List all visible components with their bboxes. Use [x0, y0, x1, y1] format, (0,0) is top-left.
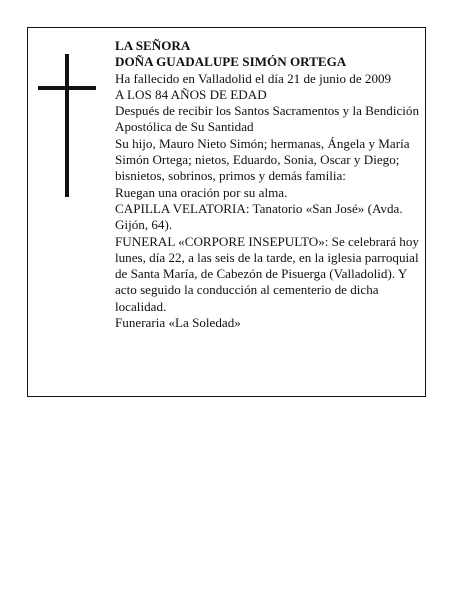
deceased-name: DOÑA GUADALUPE SIMÓN ORTEGA — [115, 54, 347, 70]
obituary-text — [115, 38, 423, 331]
death-statement: Ha fallecido en Valladolid el día 21 de junio de 2009 — [115, 70, 392, 86]
sacraments-statement: Después de recibir los Santos Sacramentos y la Bendición Apostólica de Su Santidad — [115, 103, 419, 135]
age-statement: A LOS 84 AÑOS DE EDAD — [115, 86, 267, 102]
cross-icon — [38, 54, 96, 197]
chapel-info: CAPILLA VELATORIA: Tanatorio «San José» (Avda. Gijón, 64). — [115, 200, 403, 233]
cross-horizontal-bar — [38, 86, 96, 90]
family-statement: Su hijo, Mauro Nieto Simón; hermanas, Ángela y María Simón Ortega; nietos, Eduardo, Sonia, Oscar y Diego; bisnietos, sobrinos, primos y demás familia: — [115, 135, 410, 184]
notice-title: LA SEÑORA — [115, 38, 191, 53]
cross-vertical-bar — [65, 54, 69, 197]
funeral-home: Funeraria «La Soledad» — [115, 315, 241, 331]
prayer-request: Ruegan una oración por su alma. — [115, 184, 288, 200]
funeral-info: FUNERAL «CORPORE INSEPULTO»: Se celebrará hoy lunes, día 22, a las seis de la tarde, en la iglesia parroquial de Santa María, de Cabezón de Pisuerga (Valladolid). Y acto seguido la conducción al cementerio de dicha localidad. — [115, 233, 419, 314]
